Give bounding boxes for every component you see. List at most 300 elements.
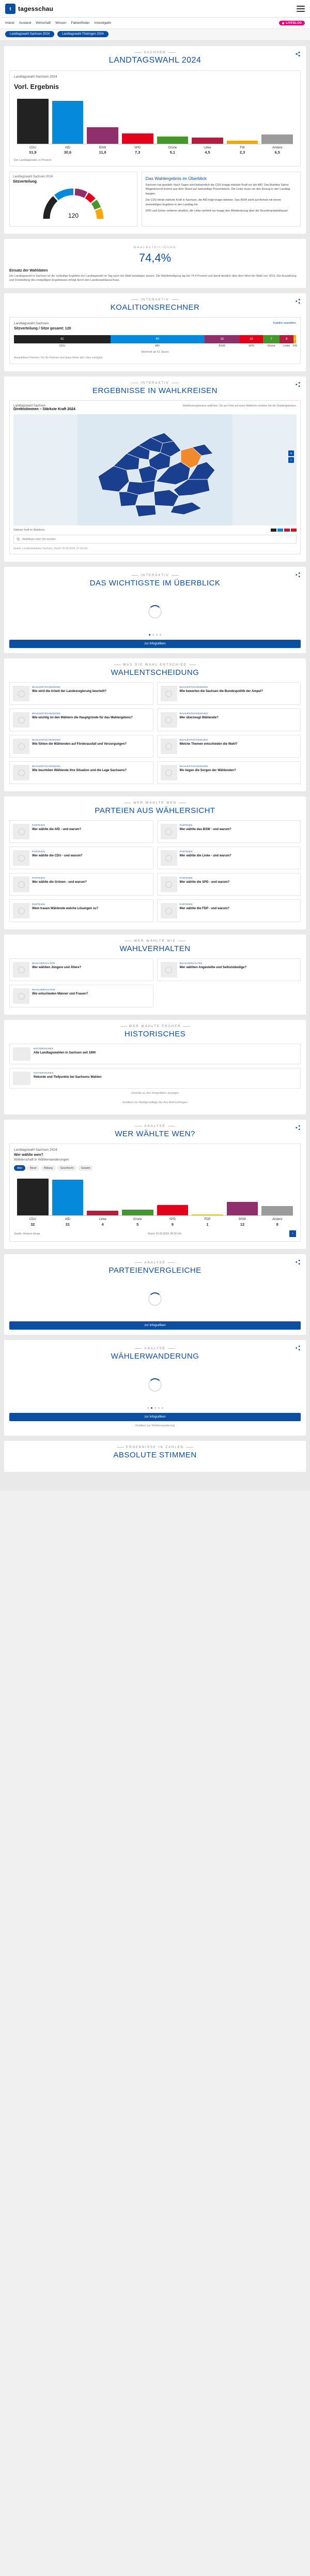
card-title: Wer wählte die CDU - und warum? — [32, 854, 83, 858]
loading-spinner — [148, 1292, 162, 1306]
history-item[interactable] — [9, 1068, 301, 1089]
card-thumbnail — [13, 824, 29, 839]
bar — [192, 1214, 223, 1215]
result-card-title: Vorl. Ergebnis — [14, 82, 59, 91]
card-kicker: WAHLENTSCHEIDUNG — [179, 739, 208, 742]
card-thumbnail — [161, 903, 177, 918]
whovoted-legend — [14, 1216, 296, 1227]
overview-paragraph-1: Sachsen hat gewählt: Nach Tagen wird bekanntlich die CDU knapp stärkste Kraft vor der AfD. Das Bündnis Sahra Wagenknecht kommt aus dem Stand auf zweistellige Prozentwerte. Die Linke muss um den Einzug in den Landtag bangen. — [145, 183, 290, 195]
result-card — [9, 70, 301, 167]
whovoted-date: Stand: 02.09.2024, 08:30 Uhr — [147, 1232, 182, 1236]
bar-legend-item — [52, 1217, 84, 1227]
turnout-kicker: WAHLBETEILIGUNG — [133, 246, 177, 249]
map-search-input[interactable] — [13, 535, 297, 544]
party-value: 1 — [206, 1222, 209, 1227]
whovoted-tabs[interactable] — [14, 1165, 296, 1171]
whovoted-card-small: Landtagswahl Sachsen 2024 — [14, 1148, 57, 1152]
bar-legend-item — [87, 1217, 118, 1227]
card-title: Wer wählte die AfD - und warum? — [32, 828, 82, 832]
seat-donut — [13, 185, 134, 223]
card-kicker: PARTEIEN — [32, 850, 45, 853]
bar — [52, 1180, 84, 1215]
card-thumbnail — [161, 850, 177, 866]
card-kicker: WAHLVERHALTEN — [32, 962, 55, 965]
bar — [227, 141, 258, 144]
bar — [17, 99, 49, 144]
seat-distribution-card — [9, 172, 137, 227]
whovoted-tab[interactable]: Alter — [14, 1165, 25, 1171]
party-name: AfD — [65, 146, 70, 149]
share-icon[interactable] — [295, 382, 301, 387]
bar-legend-item — [261, 1217, 293, 1227]
card-thumbnail — [161, 686, 177, 701]
map-canvas[interactable] — [13, 414, 297, 525]
parties-kicker: WER WÄHLTE WEN — [9, 802, 301, 805]
saxony-map[interactable] — [13, 414, 297, 525]
nav-item-ausland[interactable]: Ausland — [19, 21, 32, 25]
placeholder-icon — [165, 743, 172, 750]
whovoted-card-head — [14, 1148, 296, 1162]
seat-card-title: Sitzverteilung — [13, 180, 37, 184]
compare-title: PARTEIENVERGLEICHE — [109, 1266, 202, 1275]
liveblog-badge[interactable] — [279, 21, 305, 25]
card-kicker: PARTEIEN — [179, 877, 193, 880]
placeholder-icon — [18, 743, 25, 750]
main-nav — [0, 18, 310, 29]
brand-label: tagesschau — [18, 5, 54, 12]
overview-paragraph-3: SPD und Grüne verlieren deutlich, die Linke verfehlt nur knapp den Wiedereinzug über die Grundmandatsklausel. — [145, 209, 289, 213]
share-icon[interactable] — [295, 572, 301, 578]
card-kicker: WAHLVERHALTEN — [179, 962, 203, 965]
whovoted-bar-chart — [14, 1175, 296, 1215]
question-card[interactable] — [9, 958, 153, 981]
result-bar-chart — [14, 95, 296, 144]
history-kicker: WER WÄHLTE FRÜHER — [9, 1025, 301, 1028]
question-card[interactable] — [157, 899, 301, 922]
turnout-section — [4, 239, 306, 289]
placeholder-icon — [165, 828, 172, 835]
party-value: 5,1 — [169, 150, 176, 155]
nav-item-wirtschaft[interactable]: Wirtschaft — [36, 21, 51, 25]
coalition-segment[interactable]: 7 — [263, 335, 280, 343]
question-card[interactable] — [9, 709, 153, 731]
behaviour-card-grid — [9, 958, 301, 1007]
placeholder-icon — [165, 908, 172, 914]
turnout-value: 74,4% — [138, 251, 172, 264]
coalition-title: KOALITIONSRECHNER — [110, 303, 200, 312]
coalition-hint[interactable]: Koalition auswählen — [273, 322, 296, 325]
whovoted-card-sub: Wählerschaft in Wählerwanderungen — [14, 1157, 69, 1162]
coalition-note: Auswählbare Parteien: Für die Parteien sind dabei Werte aller Sitze verfügbar. — [14, 356, 104, 360]
map-section — [4, 376, 306, 562]
whovoted-tab[interactable]: Bildung — [41, 1165, 56, 1171]
coalition-segment[interactable]: 41 — [14, 335, 111, 343]
page-bottom-spacer — [0, 1477, 310, 1490]
top-bar — [0, 0, 310, 18]
share-icon[interactable] — [295, 1259, 301, 1265]
party-name: CDU — [29, 1218, 36, 1222]
card-title: Wie bewerten die Sachsen die Bundespolitik der Ampel? — [179, 690, 263, 694]
coalition-card-small: Landtagswahl Sachsen — [14, 322, 49, 326]
party-name: SPD — [134, 146, 141, 149]
loading-spinner — [148, 1378, 162, 1392]
decision-kicker: WAS DIE WAHL ENTSCHIED — [9, 664, 301, 667]
question-card[interactable] — [9, 985, 153, 1007]
card-title: Wer wählte das BSW - und warum? — [179, 828, 231, 832]
history-title: Alle Landtagswahlen in Sachsen seit 1990 — [34, 1051, 96, 1055]
card-thumbnail — [13, 712, 29, 728]
whovoted-tab[interactable]: Geschlecht — [57, 1165, 76, 1171]
card-title: Wie fühlen die Wählenden auf Förderausfall und Versorgungen? — [32, 743, 127, 746]
coalition-card — [9, 317, 301, 364]
parties-section — [4, 796, 306, 929]
bar-column — [157, 1175, 189, 1215]
card-kicker: WAHLENTSCHEIDUNG — [179, 686, 208, 689]
bar-legend-item — [122, 146, 153, 156]
placeholder-icon — [18, 993, 25, 1000]
question-card[interactable] — [9, 735, 153, 758]
whovoted-title: WER WÄHLTE WEN? — [115, 1129, 195, 1139]
turnout-body: Die Landtagswahl in Sachsen ist die vorläufige Ergebnis der Landtagswahl im Tag nach der Wahl bestätigen lassen. Die Wahlbeteiligung lag bei 74,4 Prozent und damit deutlich über dem Wert der Wahl von 2019. Die Auszählung und Feststellung des endgültigen Ergebnisses erfolgt durch den Landeswahlausschuss. — [9, 274, 297, 282]
party-name: SPD — [169, 1218, 176, 1222]
bar-column — [227, 95, 258, 144]
map-legend-swatches — [271, 529, 297, 532]
coalition-seat-labels — [14, 344, 296, 348]
placeholder-icon — [18, 855, 25, 862]
map-kicker: INTERAKTIV — [9, 382, 301, 385]
behaviour-title: WAHLVERHALTEN — [119, 944, 191, 954]
card-title: Wem trauen Wählende welche Lösungen zu? — [32, 907, 99, 911]
decision-section — [4, 658, 306, 791]
bar-column — [122, 1175, 153, 1215]
placeholder-icon — [165, 717, 172, 724]
seats-and-text — [9, 172, 301, 227]
bar-column — [17, 1175, 49, 1215]
card-thumbnail — [13, 686, 29, 701]
compare-section — [4, 1254, 306, 1335]
overview-paragraph-2: Die CDU bleibt stärkste Kraft in Sachsen, die AfD folgt knapp dahinter. Das BSW zieht auf Anhieb mit einem zweistelligen Ergebnis in den Landtag ein. — [145, 199, 282, 206]
question-card[interactable] — [157, 820, 301, 843]
parties-card-grid — [9, 820, 301, 922]
seat-card-small: Landtagswahl Sachsen 2024 — [13, 175, 53, 178]
placeholder-icon — [18, 967, 25, 973]
history-link-2[interactable]: Grafiken zur Wahlgrundlage der Aus-Roll-Umfragen — [122, 1101, 188, 1105]
turnout-head: Einsatz der Wahldaten — [9, 268, 48, 273]
coalition-segment[interactable]: 40 — [111, 335, 205, 343]
card-kicker: PARTEIEN — [179, 903, 193, 906]
absolute-section — [4, 1441, 306, 1472]
history-thumbnail — [13, 1047, 30, 1061]
history-item[interactable] — [9, 1044, 301, 1064]
nav-item-investigativ[interactable]: Investigativ — [94, 21, 112, 25]
bar — [157, 1205, 189, 1215]
bar-legend-item — [192, 1217, 223, 1227]
placeholder-icon — [165, 855, 172, 862]
placeholder-icon — [165, 881, 172, 888]
result-subtitle: Der Landtagswahl, in Prozent — [14, 158, 52, 162]
card-thumbnail — [161, 877, 177, 892]
whovoted-kicker: ANALYSE — [9, 1125, 301, 1128]
question-card[interactable] — [157, 847, 301, 869]
migration-title: WÄHLERWANDERUNG — [111, 1352, 199, 1361]
map-card-title: Direktstimmen – Stärkste Kraft 2024 — [13, 408, 75, 412]
seat-donut-chart — [42, 188, 104, 222]
party-name: BSW — [99, 146, 106, 149]
card-thumbnail — [161, 962, 177, 977]
bar-column — [87, 1175, 118, 1215]
map-title: ERGEBNISSE IN WAHLKREISEN — [92, 386, 218, 396]
card-title: Wo liegen die Sorgen der Wählenden? — [179, 769, 236, 773]
absolute-kicker: ERGEBNISSE IN ZAHLEN — [9, 1446, 301, 1449]
bar — [157, 137, 189, 144]
sub-nav — [0, 29, 310, 41]
share-icon[interactable] — [295, 1345, 301, 1351]
overview-text — [142, 172, 301, 227]
placeholder-icon — [18, 908, 25, 914]
placeholder-icon — [165, 770, 172, 776]
history-kicker: HISTORISCHES — [34, 1072, 54, 1075]
bar-column — [157, 95, 189, 144]
map-legend-swatch — [291, 529, 297, 532]
party-value: 9 — [171, 1222, 174, 1227]
result-bar-legend — [14, 144, 296, 156]
history-section — [4, 1020, 306, 1114]
placeholder-icon — [18, 717, 25, 724]
map-zoom-out-icon[interactable]: − — [288, 457, 294, 463]
brand-text — [18, 5, 53, 12]
placeholder-icon — [18, 770, 25, 776]
share-icon[interactable] — [295, 51, 301, 57]
coalition-segment[interactable]: 6 — [280, 335, 293, 343]
nav-item-faktenfinder[interactable]: Faktenfinder — [71, 21, 90, 25]
card-kicker: WAHLENTSCHEIDUNG — [32, 686, 61, 689]
placeholder-icon — [165, 690, 172, 697]
bar — [17, 1179, 49, 1215]
bar-legend-item — [192, 146, 223, 156]
decision-card-grid — [9, 682, 301, 784]
card-title: Wer wählte die FDP - und warum? — [179, 907, 229, 911]
map-card-head — [13, 404, 75, 411]
party-value: 31,9 — [29, 150, 37, 155]
card-thumbnail — [13, 988, 29, 1004]
party-value: 31 — [65, 1222, 70, 1227]
card-thumbnail — [161, 765, 177, 780]
migration-section — [4, 1340, 306, 1436]
bar — [227, 1202, 258, 1216]
bar-legend-item — [157, 1217, 189, 1227]
party-name: Andere — [272, 1218, 283, 1222]
question-card[interactable] — [9, 761, 153, 784]
coalition-segment[interactable]: 15 — [205, 335, 240, 343]
question-card[interactable] — [157, 682, 301, 705]
bar-column — [192, 95, 223, 144]
map-footer: Quelle: Landeswahlleiter Sachsen, Stand: 02.09.2024, 07:35 Uhr — [13, 547, 88, 551]
bar-legend-item — [52, 146, 84, 156]
party-name: CDU — [29, 146, 36, 149]
bar — [261, 134, 293, 144]
bar-column — [261, 95, 293, 144]
card-title: Wie wichtig ist den Wählern die Hauptgründe für das Wahlergebnis? — [32, 716, 133, 720]
bar-column — [227, 1175, 258, 1215]
card-title: Wer wählte die Grünen - und warum? — [32, 881, 87, 884]
search-icon — [17, 537, 20, 541]
parties-title: PARTEIEN AUS WÄHLERSICHT — [95, 806, 215, 816]
live-dot-icon — [282, 22, 284, 24]
bar-legend-item — [17, 146, 49, 156]
whovoted-section — [4, 1120, 306, 1249]
bar-legend-item — [261, 146, 293, 156]
overview-title: DAS WICHTIGSTE IM ÜBERBLICK — [89, 579, 221, 588]
party-name: Linke — [204, 146, 211, 149]
party-name: AfD — [65, 1218, 70, 1222]
result-kicker: SACHSEN — [9, 51, 301, 54]
coalition-majority: Mehrheit ab 61 Sitzen — [141, 351, 169, 354]
share-icon[interactable] — [295, 298, 301, 304]
decision-title: WAHLENTSCHEIDUNG — [111, 668, 199, 677]
whovoted-footer — [14, 1230, 296, 1237]
card-title: Welche Themen entschieden die Wahl? — [179, 743, 238, 746]
question-card[interactable] — [157, 761, 301, 784]
result-card-head — [14, 75, 296, 80]
card-kicker: PARTEIEN — [32, 877, 45, 880]
placeholder-icon — [165, 967, 172, 973]
party-value: 11,8 — [99, 150, 106, 155]
coalition-segment[interactable]: 10 — [240, 335, 264, 343]
card-kicker: WAHLENTSCHEIDUNG — [32, 712, 61, 715]
question-card[interactable] — [157, 735, 301, 758]
coalition-segment[interactable]: 1 — [293, 335, 296, 343]
party-name: Grüne — [168, 146, 177, 149]
placeholder-icon — [18, 690, 25, 697]
overview-section — [4, 567, 306, 653]
question-card[interactable] — [9, 682, 153, 705]
map-legend — [13, 529, 297, 532]
bar-legend-item — [227, 1217, 258, 1227]
party-value: 12 — [240, 1222, 245, 1227]
bar-column — [122, 95, 153, 144]
history-thumbnail — [13, 1072, 30, 1085]
card-title: Wer wählten Jüngere und Ältere? — [32, 966, 82, 970]
bar-column — [52, 95, 84, 144]
question-card[interactable] — [9, 899, 153, 922]
map-search-placeholder: Wahlkreis oder Ort suchen — [22, 537, 56, 541]
nav-item-wissen[interactable]: Wissen — [55, 21, 67, 25]
result-section — [4, 46, 306, 234]
share-icon[interactable] — [295, 1125, 301, 1131]
party-name: Grüne — [133, 1218, 142, 1222]
question-card[interactable] — [157, 709, 301, 731]
compare-kicker: ANALYSE — [9, 1261, 301, 1264]
question-card[interactable] — [9, 873, 153, 896]
coalition-seat-bar[interactable] — [14, 335, 296, 343]
svg-text:120: 120 — [68, 212, 79, 219]
bar-column — [261, 1175, 293, 1215]
loading-spinner — [148, 605, 162, 619]
bar-legend-item — [17, 1217, 49, 1227]
map-zoom-in-icon[interactable]: + — [288, 450, 294, 456]
party-name: FDP — [204, 1218, 211, 1222]
overview-button[interactable]: zur Infografiken — [9, 640, 301, 648]
behaviour-section — [4, 935, 306, 1015]
bar-column — [192, 1175, 223, 1215]
whovoted-card-title: Wer wählte wen? — [14, 1153, 43, 1157]
absolute-title: ABSOLUTE STIMMEN — [113, 1451, 197, 1460]
placeholder-icon — [18, 881, 25, 888]
brand-logo[interactable] — [5, 4, 53, 14]
history-kicker: HISTORISCHES — [34, 1047, 54, 1050]
party-name: Linke — [99, 1218, 106, 1222]
coalition-card-head — [14, 322, 71, 331]
card-thumbnail — [13, 765, 29, 780]
coalition-party-label: Linke — [283, 344, 290, 348]
whovoted-tab[interactable]: Beruf — [27, 1165, 39, 1171]
party-value: 8 — [276, 1222, 278, 1227]
card-title: Wie beurteilen Wählende ihre Situation und die Lage Sachsens? — [32, 769, 127, 773]
card-kicker: PARTEIEN — [32, 824, 45, 827]
card-thumbnail — [161, 824, 177, 839]
subnav-thueringen[interactable]: Landtagswahl Thüringen 2024 — [57, 31, 109, 37]
history-title: HISTORISCHES — [124, 1030, 186, 1039]
question-card[interactable] — [9, 847, 153, 869]
card-kicker: WAHLVERHALTEN — [32, 988, 55, 991]
question-card[interactable] — [9, 820, 153, 843]
question-card[interactable] — [157, 958, 301, 981]
card-thumbnail — [161, 712, 177, 728]
map-legend-swatch — [271, 529, 276, 532]
party-value: 7,3 — [134, 150, 141, 155]
bar — [87, 127, 118, 144]
nav-item-inland[interactable]: Inland — [5, 21, 14, 25]
bar-legend-item — [122, 1217, 153, 1227]
card-thumbnail — [13, 877, 29, 892]
map-zoom-controls[interactable] — [288, 450, 294, 463]
card-title: Wer wählten Angestellte und Selbstständige? — [179, 966, 247, 970]
coalition-party-label: SPD — [248, 344, 255, 348]
coalition-section — [4, 293, 306, 371]
next-arrow-icon[interactable]: › — [289, 1230, 296, 1237]
coalition-kicker: INTERAKTIV — [9, 298, 301, 302]
subnav-sachsen[interactable]: Landtagswahl Sachsen 2024 — [5, 31, 54, 37]
party-value: 6,5 — [274, 150, 280, 155]
party-name: FW — [240, 146, 245, 149]
bar-column — [87, 95, 118, 144]
bar-legend-item — [227, 146, 258, 156]
card-kicker: WAHLENTSCHEIDUNG — [179, 712, 208, 715]
hamburger-icon[interactable] — [297, 6, 305, 12]
party-name: Andere — [272, 146, 283, 149]
question-card[interactable] — [157, 873, 301, 896]
bar — [261, 1206, 293, 1215]
history-list — [9, 1044, 301, 1089]
migration-button[interactable]: zur Infografiken — [9, 1413, 301, 1421]
map-note: Wahlkreisergebnisse anklicken: Die per Klick auf einen Wahlkreis erhalten Sie die Detailergebnisse. — [182, 404, 297, 408]
party-value: 30,6 — [64, 150, 72, 155]
coalition-party-label: BSW — [219, 344, 225, 348]
migration-dots[interactable] — [9, 1407, 301, 1409]
coalition-party-label: AfD — [154, 344, 160, 348]
card-kicker: PARTEIEN — [32, 903, 45, 906]
compare-button[interactable]: zur Infografiken — [9, 1321, 301, 1330]
whovoted-tab[interactable]: Gesamt — [78, 1165, 94, 1171]
behaviour-kicker: WER WÄHLTE WIE — [9, 940, 301, 943]
whovoted-source: Quelle: Infratest dimap — [14, 1232, 40, 1236]
party-value: 2,3 — [239, 150, 245, 155]
carousel-dots[interactable] — [9, 634, 301, 636]
overview-kicker: INTERAKTIV — [9, 574, 301, 577]
party-value: 5 — [136, 1222, 139, 1227]
history-link-1[interactable]: Ortsteile zu den Infografiken anzeigen — [131, 1092, 179, 1095]
map-legend-label: Stärkste Kraft im Wahlkreis — [13, 529, 45, 532]
